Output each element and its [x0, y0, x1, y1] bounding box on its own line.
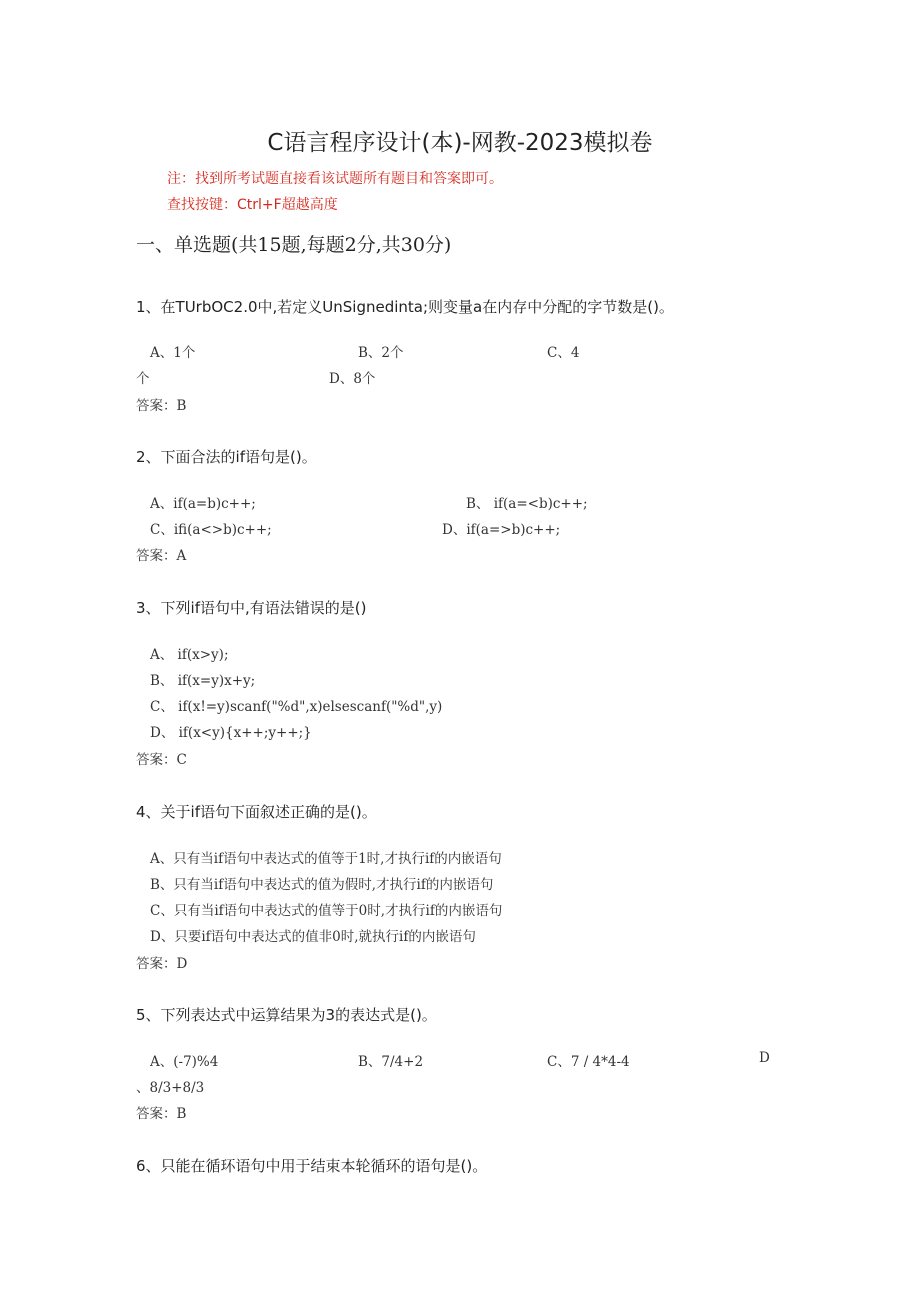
q1-option-b: B、2个: [358, 345, 404, 361]
question-2: 2、下面合法的if语句是()。: [136, 448, 317, 466]
q5-option-c: C、7 / 4*4-4: [547, 1054, 630, 1070]
q4-option-c: C、只有当if语句中表达式的值等于0时,才执行if的内嵌语句: [150, 903, 503, 919]
q2-option-d: D、if(a=>b)c++;: [442, 522, 561, 538]
question-6: 6、只能在循环语句中用于结束本轮循环的语句是()。: [136, 1157, 488, 1175]
note-line-2: 查找按键：Ctrl+F超越高度: [167, 197, 338, 213]
q5-option-d: 、8/3+8/3: [136, 1080, 205, 1096]
q3-option-a: A、 if(x>y);: [150, 647, 229, 663]
note-line-1: 注：找到所考试题直接看该试题所有题目和答案即可。: [167, 171, 503, 187]
section-heading: 一、单选题(共15题,每题2分,共30分): [136, 234, 452, 256]
q4-option-b: B、只有当if语句中表达式的值为假时,才执行if的内嵌语句: [150, 877, 494, 893]
question-5: 5、下列表达式中运算结果为3的表达式是()。: [136, 1006, 437, 1024]
q2-option-a: A、if(a=b)c++;: [150, 496, 256, 512]
q5-option-a: A、(-7)%4: [150, 1054, 219, 1070]
q1-option-c: C、4: [547, 345, 580, 361]
question-4: 4、关于if语句下面叙述正确的是()。: [136, 803, 377, 821]
q3-answer: 答案：C: [136, 752, 187, 768]
q1-option-d: D、8个: [329, 371, 376, 387]
q2-answer: 答案：A: [136, 548, 187, 564]
q2-option-b: B、 if(a=<b)c++;: [466, 496, 588, 512]
q1-answer: 答案：B: [136, 398, 187, 414]
q1-option-a: A、1个: [150, 345, 196, 361]
question-3: 3、下列if语句中,有语法错误的是(): [136, 599, 367, 617]
q4-option-a: A、只有当if语句中表达式的值等于1时,才执行if的内嵌语句: [150, 851, 502, 867]
q3-option-c: C、 if(x!=y)scanf("%d",x)elsescanf("%d",y): [150, 699, 443, 715]
q5-option-b: B、7/4+2: [358, 1054, 424, 1070]
q4-answer: 答案：D: [136, 956, 188, 972]
q4-option-d: D、只要if语句中表达式的值非0时,就执行if的内嵌语句: [150, 929, 476, 945]
q2-option-c: C、ifi(a<>b)c++;: [150, 522, 272, 538]
q3-option-b: B、 if(x=y)x+y;: [150, 673, 256, 689]
page-title: C语言程序设计(本)-网教-2023模拟卷: [267, 130, 653, 156]
q3-option-d: D、 if(x<y){x++;y++;}: [150, 725, 312, 741]
q5-answer: 答案：B: [136, 1106, 187, 1122]
q5-option-d-label: D: [759, 1050, 770, 1066]
question-1: 1、在TUrbOC2.0中,若定义UnSignedinta;则变量a在内存中分配的字节数是()。: [136, 298, 674, 316]
q1-option-c-cont: 个: [136, 371, 150, 387]
